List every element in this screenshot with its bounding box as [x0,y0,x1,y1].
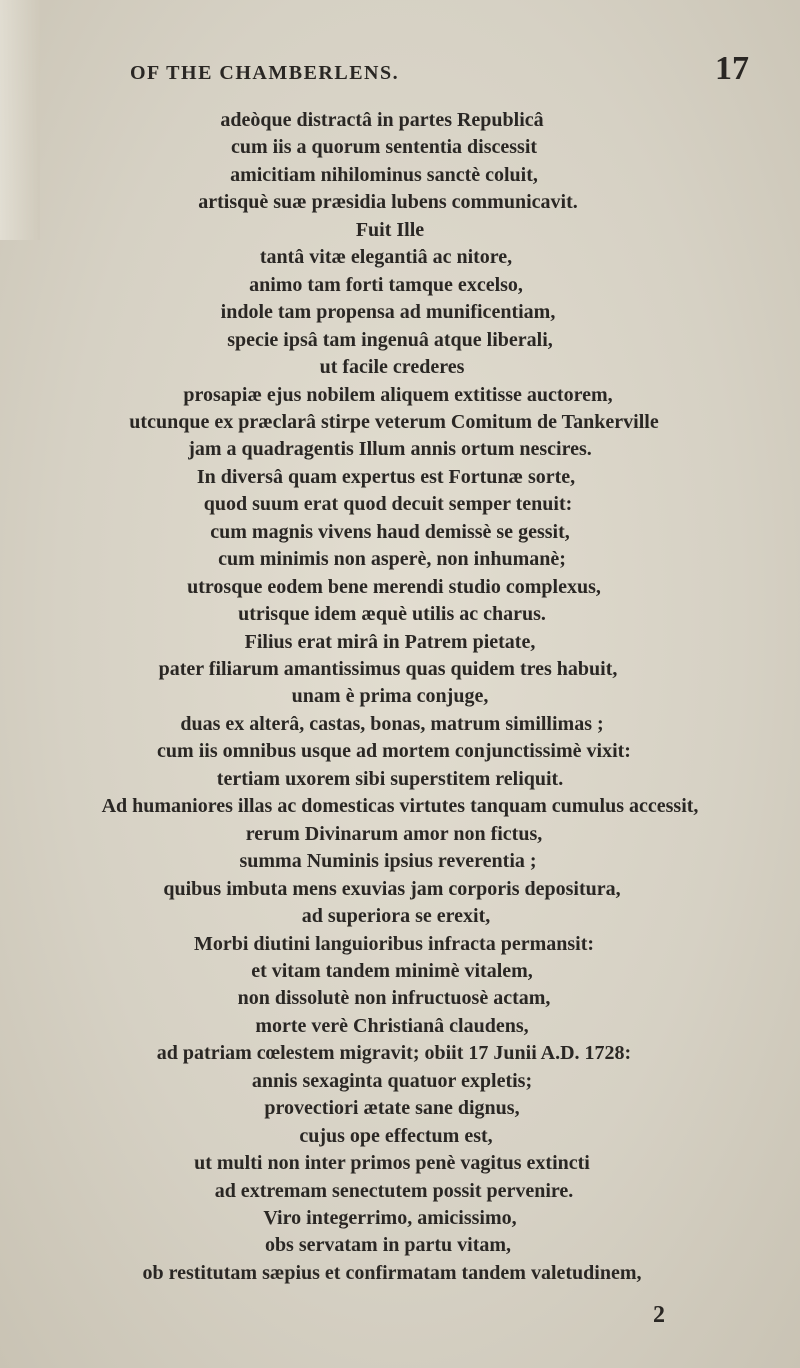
text-line: cum iis a quorum sententia discessit [230,136,538,159]
text-line: Ad humaniores illas ac domesticas virtutes tanquam cumulus accessit, [101,795,699,818]
text-line: animo tam forti tamque excelso, [249,273,523,296]
text-line: amicitiam nihilominus sanctè coluit, [230,163,538,186]
running-head [0,50,800,90]
text-line: artisquè suæ præsidia lubens communicavit. [198,191,578,214]
text-line: utrisque idem æquè utilis ac charus. [238,603,546,626]
text-line: ad patriam cœlestem migravit; obiit 17 Junii A.D. 1728: [156,1042,632,1065]
text-line: annis sexaginta quatuor expletis; [251,1069,533,1092]
text-line: tantâ vitæ elegantiâ ac nitore, [259,246,513,269]
text-line: utcunque ex præclarâ stirpe veterum Comitum de Tankerville [129,410,659,433]
text-line: morte verè Christianâ claudens, [255,1014,529,1037]
text-line: rerum Divinarum amor non fictus, [245,822,543,845]
text-line: Viro integerrimo, amicissimo, [263,1207,517,1229]
text-line: Filius erat mirâ in Patrem pietate, [244,630,536,653]
text-line: utrosque eodem bene merendi studio complexus, [187,575,601,598]
text-line: indole tam propensa ad munificentiam, [220,301,556,324]
text-line: ob restitutam sæpius et confirmatam tandem valetudinem, [142,1261,642,1284]
text-line: obs servatam in partu vitam, [264,1234,512,1257]
text-line: Morbi diutini languioribus infracta permansit: [193,932,595,955]
text-line: non dissolutè non infructuosè actam, [237,987,551,1010]
text-line: cujus ope effectum est, [299,1124,493,1147]
text-line: cum minimis non asperè, non inhumanè; [218,548,566,571]
text-line: ad superiora se erexit, [301,905,491,928]
text-line: et vitam tandem minimè vitalem, [251,959,533,982]
signature-mark: 2 [653,1302,665,1328]
text-line: specie ipsâ tam ingenuâ atque liberali, [227,328,553,351]
text-line: Fuit Ille [355,218,425,241]
text-line: ut multi non inter primos penè vagitus extincti [194,1152,590,1175]
text-line: In diversâ quam expertus est Fortunæ sorte, [196,465,576,488]
text-line: ut facile crederes [319,356,465,379]
text-line: duas ex alterâ, castas, bonas, matrum simillimas ; [180,712,604,735]
text-line: quod suum erat quod decuit semper tenuit: [203,493,573,516]
text-line: summa Numinis ipsius reverentia ; [239,850,537,873]
text-line: provectiori ætate sane dignus, [264,1097,520,1120]
text-line: cum iis omnibus usque ad mortem conjunctissimè vixit: [157,740,631,763]
page-number: 17 [715,50,749,87]
running-head-title: OF THE CHAMBERLENS. [130,62,400,84]
text-line: unam è prima conjuge, [291,685,489,708]
text-line: tertiam uxorem sibi superstitem reliquit. [216,767,564,790]
text-line: prosapiæ ejus nobilem aliquem extitisse auctorem, [183,383,613,406]
text-line: cum magnis vivens haud demissè se gessit, [210,520,570,543]
text-line: adeòque distractâ in partes Republicâ [220,109,544,131]
text-line: jam a quadragentis Illum annis ortum nescires. [188,438,592,461]
text-line: ad extremam senectutem possit pervenire. [214,1179,574,1202]
text-line: quibus imbuta mens exuvias jam corporis depositura, [163,877,621,900]
text-line: pater filiarum amantissimus quas quidem tres habuit, [158,658,618,680]
